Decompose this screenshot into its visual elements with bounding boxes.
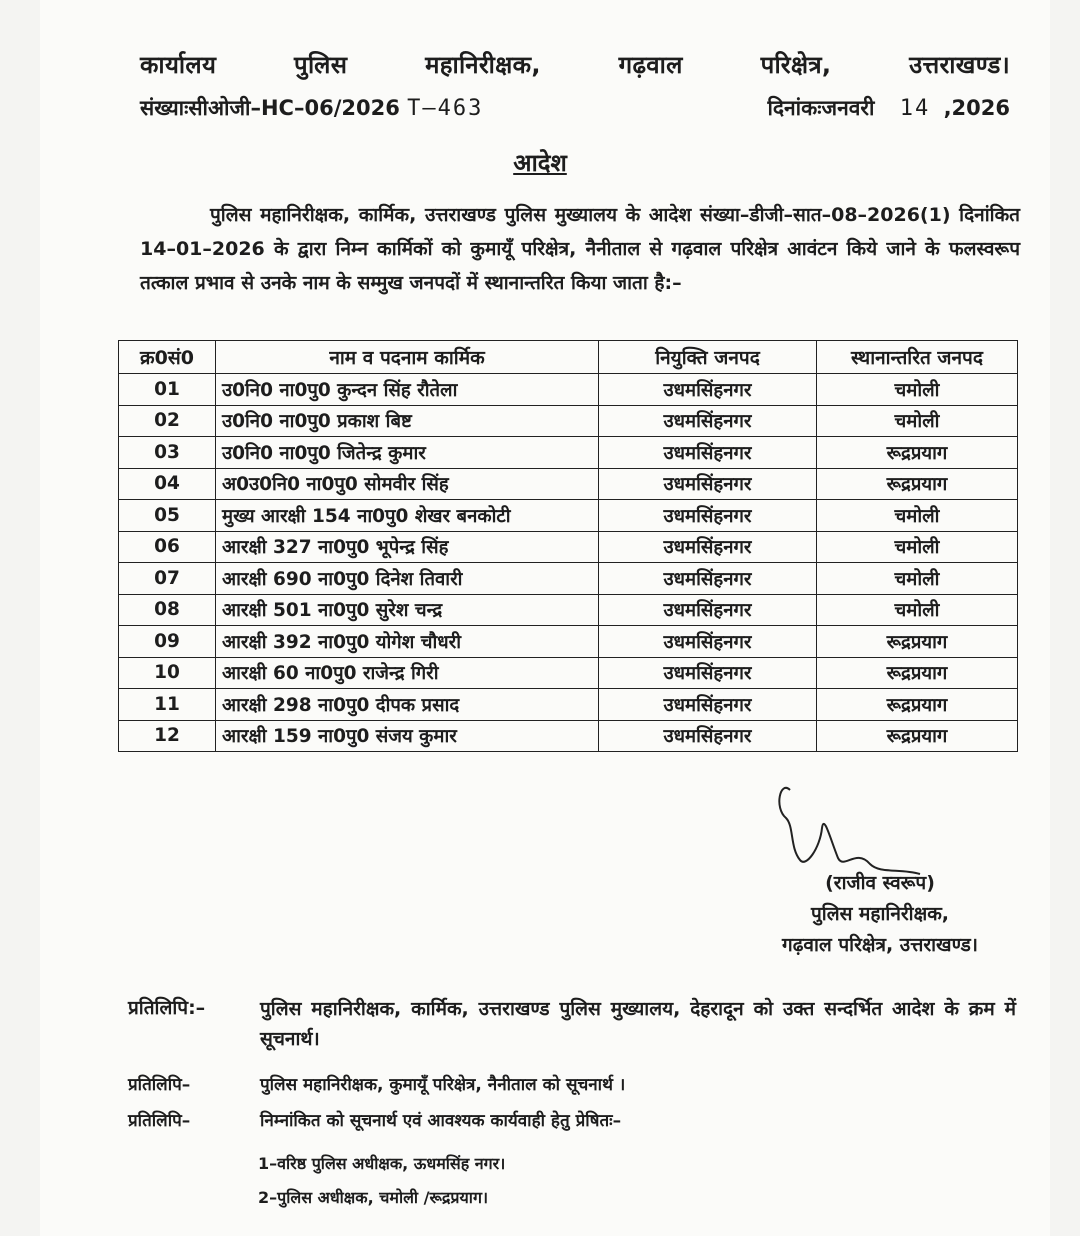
- header-transferred-district: स्थानान्तरित जनपद: [817, 341, 1018, 374]
- name-cell: मुख्य आरक्षी 154 ना0पु0 शेखर बनकोटी: [216, 500, 599, 532]
- posted-cell: उधमसिंहनगर: [599, 563, 817, 595]
- posted-cell: उधमसिंहनगर: [599, 626, 817, 658]
- reference-line: [140, 94, 1010, 122]
- name-cell: आरक्षी 392 ना0पु0 योगेश चौधरी: [216, 626, 599, 658]
- serial-cell: 10: [119, 657, 216, 689]
- header-name: नाम व पदनाम कार्मिक: [216, 341, 599, 374]
- office-header: [140, 48, 1010, 81]
- name-cell: उ0नि0 ना0पु0 प्रकाश बिष्ट: [216, 405, 599, 437]
- transfer-cell: चमोली: [817, 594, 1018, 626]
- posted-cell: उधमसिंहनगर: [599, 720, 817, 752]
- copy-line: [128, 1108, 1018, 1138]
- transfer-cell: रूद्रप्रयाग: [817, 468, 1018, 500]
- name-cell: उ0नि0 ना0पु0 कुन्दन सिंह रौतेला: [216, 374, 599, 406]
- serial-cell: 03: [119, 437, 216, 469]
- transfer-cell: चमोली: [817, 374, 1018, 406]
- table-row: [119, 405, 1018, 437]
- table-row: [119, 626, 1018, 658]
- serial-cell: 08: [119, 594, 216, 626]
- copy-text: पुलिस महानिरीक्षक, कार्मिक, उत्तराखण्ड पुलिस मुख्यालय, देहरादून को उक्त सन्दर्भित आदेश के क्रम में सूचनार्थ।: [260, 998, 1016, 1050]
- posted-cell: उधमसिंहनगर: [599, 594, 817, 626]
- posted-cell: उधमसिंहनगर: [599, 500, 817, 532]
- name-cell: आरक्षी 501 ना0पु0 सुरेश चन्द्र: [216, 594, 599, 626]
- recipient-item: 2–पुलिस अधीक्षक, चमोली /रूद्रप्रयाग।: [258, 1188, 489, 1207]
- order-body: पुलिस महानिरीक्षक, कार्मिक, उत्तराखण्ड पुलिस मुख्यालय के आदेश संख्या–डीजी–सात–08–2026(1) दिनांकित 14–01–2026 के द्वारा निम्न कार्मिकों को कुमायूँ परिक्षेत्र, नैनीताल से गढ़वाल परिक्षेत्र आवंटन किये जाने के फलस्वरूप तत्काल प्रभाव से उनके नाम के सम्मुख जनपदों में स्थानान्तरित किया जाता है:–: [140, 204, 1020, 294]
- name-cell: आरक्षी 159 ना0पु0 संजय कुमार: [216, 720, 599, 752]
- header-word: परिक्षेत्र,: [760, 51, 832, 79]
- header-posted-district: नियुक्ति जनपद: [599, 341, 817, 374]
- serial-cell: 04: [119, 468, 216, 500]
- signatory-office: गढ़वाल परिक्षेत्र, उत्तराखण्ड।: [782, 934, 978, 956]
- serial-cell: 12: [119, 720, 216, 752]
- transfer-table: [118, 340, 1018, 752]
- signatory-designation: पुलिस महानिरीक्षक,: [810, 903, 950, 925]
- transfer-cell: चमोली: [817, 405, 1018, 437]
- handwritten-date: 14: [899, 96, 931, 121]
- header-word: कार्यालय: [140, 51, 217, 79]
- table-row: [119, 531, 1018, 563]
- signature-block: [730, 868, 1030, 961]
- table-row: [119, 468, 1018, 500]
- serial-cell: 11: [119, 689, 216, 721]
- name-cell: आरक्षी 327 ना0पु0 भूपेन्द्र सिंह: [216, 531, 599, 563]
- date: दिनांकःजनवरी 14 ,2026: [767, 96, 1010, 121]
- name-cell: आरक्षी 298 ना0पु0 दीपक प्रसाद: [216, 689, 599, 721]
- serial-cell: 06: [119, 531, 216, 563]
- copy-label: प्रतिलिपि–: [128, 1075, 191, 1095]
- posted-cell: उधमसिंहनगर: [599, 657, 817, 689]
- posted-cell: उधमसिंहनगर: [599, 531, 817, 563]
- name-cell: आरक्षी 60 ना0पु0 राजेन्द्र गिरी: [216, 657, 599, 689]
- name-cell: आरक्षी 690 ना0पु0 दिनेश तिवारी: [216, 563, 599, 595]
- table-row: [119, 374, 1018, 406]
- header-word: महानिरीक्षक,: [425, 51, 541, 79]
- table-row: [119, 437, 1018, 469]
- posted-cell: उधमसिंहनगर: [599, 405, 817, 437]
- header-word: गढ़वाल: [618, 51, 683, 79]
- reference-number: संख्याःसीओजी–HC–06/2026 T–463: [140, 96, 484, 121]
- table-row: [119, 720, 1018, 752]
- transfer-cell: रूद्रप्रयाग: [817, 720, 1018, 752]
- posted-cell: उधमसिंहनगर: [599, 374, 817, 406]
- transfer-cell: रूद्रप्रयाग: [817, 657, 1018, 689]
- copy-label: प्रतिलिपि–: [128, 1111, 191, 1131]
- serial-cell: 07: [119, 563, 216, 595]
- name-cell: उ0नि0 ना0पु0 जितेन्द्र कुमार: [216, 437, 599, 469]
- posted-cell: उधमसिंहनगर: [599, 689, 817, 721]
- copy-line: [128, 1072, 1018, 1102]
- transfer-cell: चमोली: [817, 563, 1018, 595]
- table-row: [119, 689, 1018, 721]
- posted-cell: उधमसिंहनगर: [599, 468, 817, 500]
- transfer-cell: चमोली: [817, 500, 1018, 532]
- copy-line: [128, 994, 1018, 1058]
- table-row: [119, 594, 1018, 626]
- transfer-cell: रूद्रप्रयाग: [817, 626, 1018, 658]
- posted-cell: उधमसिंहनगर: [599, 437, 817, 469]
- recipient-item: 1–वरिष्ठ पुलिस अधीक्षक, ऊधमसिंह नगर।: [258, 1154, 506, 1173]
- header-word: पुलिस: [294, 51, 348, 79]
- serial-cell: 01: [119, 374, 216, 406]
- transfer-cell: चमोली: [817, 531, 1018, 563]
- copy-text: पुलिस महानिरीक्षक, कुमायूँ परिक्षेत्र, नैनीताल को सूचनार्थ ।: [260, 1075, 626, 1095]
- name-cell: अ0उ0नि0 ना0पु0 सोमवीर सिंह: [216, 468, 599, 500]
- transfer-cell: रूद्रप्रयाग: [817, 437, 1018, 469]
- table-row: [119, 657, 1018, 689]
- table-header-row: [119, 341, 1018, 374]
- transfer-cell: रूद्रप्रयाग: [817, 689, 1018, 721]
- order-title: आदेश: [513, 149, 567, 177]
- copy-text: निम्नांकित को सूचनार्थ एवं आवश्यक कार्यवाही हेतु प्रेषितः–: [260, 1111, 622, 1131]
- signatory-name: (राजीव स्वरूप): [825, 872, 935, 894]
- copy-label: प्रतिलिपि:–: [128, 997, 206, 1019]
- header-word: उत्तराखण्ड।: [909, 51, 1010, 79]
- header-serial: क्र0सं0: [119, 341, 216, 374]
- handwritten-ref: T–463: [407, 96, 484, 121]
- serial-cell: 05: [119, 500, 216, 532]
- table-row: [119, 563, 1018, 595]
- serial-cell: 02: [119, 405, 216, 437]
- table-row: [119, 500, 1018, 532]
- serial-cell: 09: [119, 626, 216, 658]
